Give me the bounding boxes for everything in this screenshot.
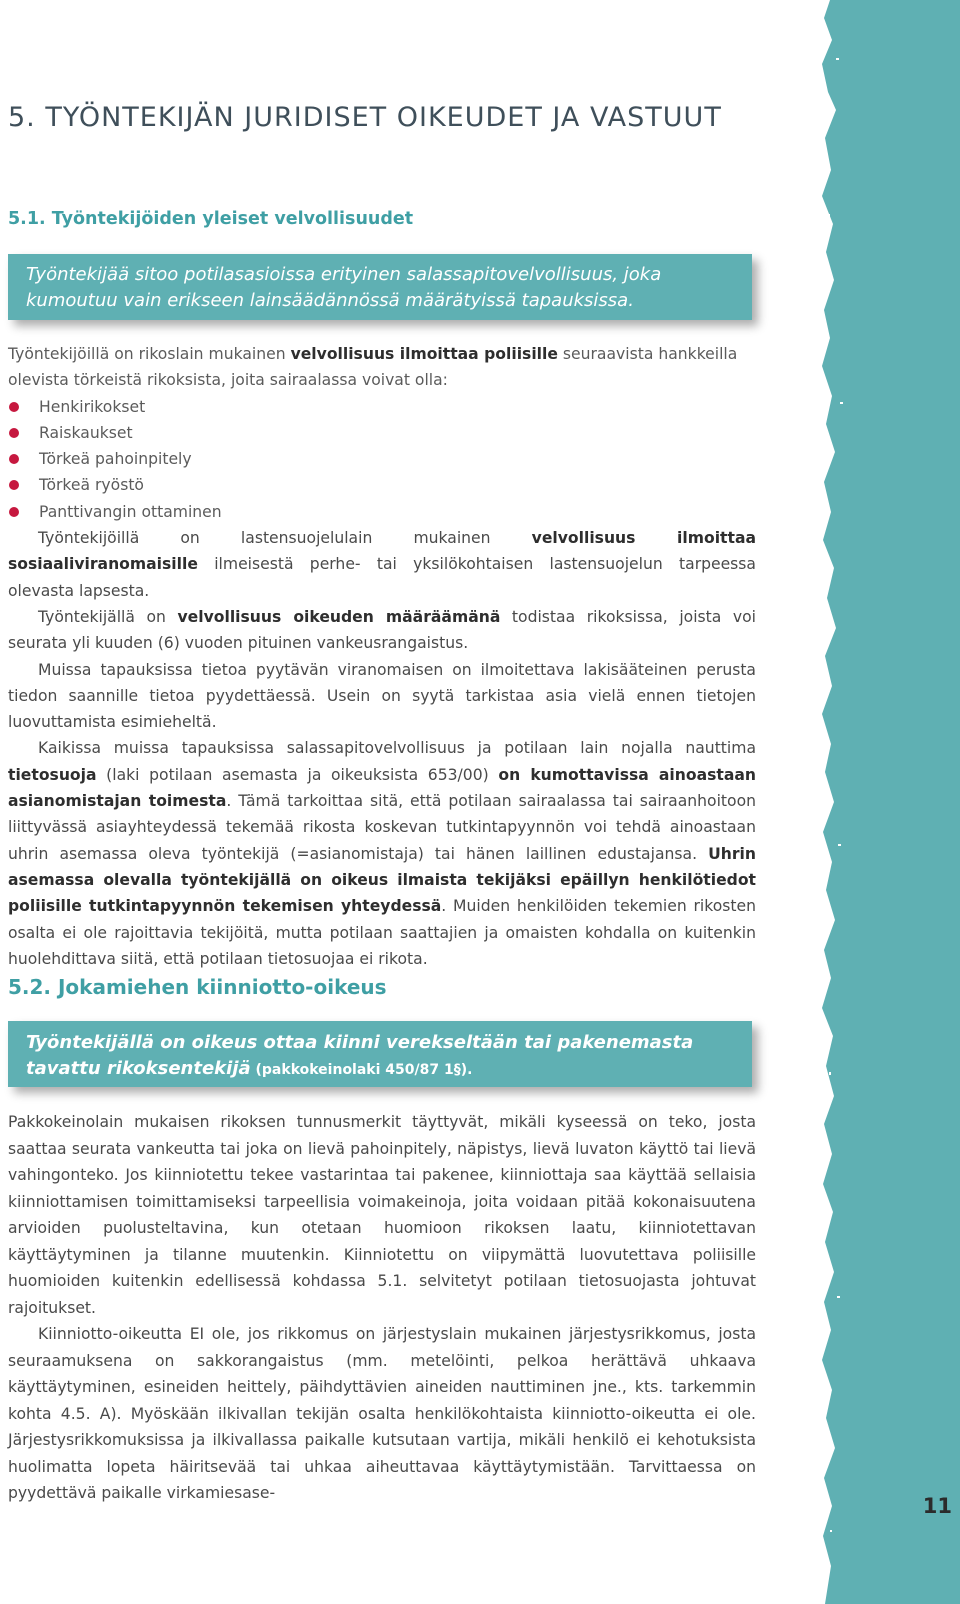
paragraph-no-arrest-right: Kiinniotto-oikeutta EI ole, jos rikkomus on järjestyslain mukainen järjestysrikkomus, josta seuraamuksena on sakkorangaistus (mm. metelöinti, pelkoa herättävä uhkaava käyttäytyminen, esineiden heittely, päihdyttävien aineiden nauttiminen jne., kts. tarkemmin kohta 4.5. A). Myöskään ilkivallan tekijän osalta henkilökohtaista kiinniotto-oikeutta ei ole. Järjestysrikkomuksissa ja ilkivallassa paikalle kutsutaan vartija, mikäli henkilö ei kehotuksista huolimatta lopeta häiritsevää tai uhkaa aiheuttavaa käyttäytymistään. Tarvittaessa on pyydettävä paikalle virkamiesase- [8,1325,756,1502]
bullet-dot-icon [9,480,19,490]
paragraph-testify: Työntekijällä on velvollisuus oikeuden määräämänä todistaa rikoksissa, joista voi seurata yli kuuden (6) vuoden pituinen vankeusrangaistus. [8,607,757,653]
list-item: Raiskaukset [8,420,756,446]
callout-text: Työntekijää sitoo potilasasioissa erityinen salassapitovelvollisuus, joka kumoutuu vain erikseen lainsäädännössä määrätyissä tapauksissa. [26,264,662,311]
section-title-5-1: 5.1. Työntekijöiden yleiset velvollisuudet [8,209,414,229]
section-2-body [8,1109,756,1507]
bullet-dot-icon [9,428,19,438]
callout-law-reference: (pakkokeinolaki 450/87 1§). [250,1062,473,1078]
decorative-brush-ribbon [822,0,960,1604]
emphasis-data-protection: tietosuoja [8,765,97,784]
emphasis-child-welfare: velvollisuus ilmoittaa sosiaaliviranomaisille [8,529,756,574]
list-item: Törkeä ryöstö [8,472,756,498]
callout-box-citizens-arrest [8,1021,752,1087]
paragraph-child-welfare: Työntekijöillä on lastensuojelulain mukainen velvollisuus ilmoittaa sosiaaliviranomaisille ilmeisestä perhe- tai yksilökohtaisen lastensuojelun tarpeessa olevasta lapsesta. [8,529,756,600]
paragraph-data-protection: Kaikissa muissa tapauksissa salassapitovelvollisuus ja potilaan lain nojalla nauttima tietosuoja (laki potilaan asemasta ja oikeuksista 653/00) on kumottavissa ainoastaan asianomistajan toimesta. Tämä tarkoittaa sitä, että potilaan sairaalassa tai sairaanhoitoon liittyvässä asiayhteydessä tekemää rikosta koskevan tutkintapyynnön voi tehdä ainoastaan uhrin asemassa oleva työntekijä (=asianomistaja) tai hänen laillinen edustajansa. Uhrin asemassa olevalla työntekijällä on oikeus ilmaista tekijäksi epäillyn henkilötiedot poliisille tutkintapyynnön tekemisen yhteydessä. Muiden henkilöiden tekemien rikosten osalta ei ole rajoittavia tekijöitä, mutta potilaan saattajien ja omaisten kohdalla on kuitenkin huolehdittava siitä, että potilaan tietosuojaa ei rikota. [8,739,756,968]
paragraph-police-duty: Työntekijöillä on rikoslain mukainen velvollisuus ilmoittaa poliisille seuraavista hankkeilla olevista törkeistä rikoksista, joita sairaalassa voivat olla: [8,345,738,390]
callout-text: Työntekijällä on oikeus ottaa kiinni verekseltään tai pakenemasta tavattu rikoksentekijä [26,1032,694,1079]
page-number: 11 [922,1494,952,1518]
bullet-dot-icon [9,454,19,464]
chapter-heading: 5. TYÖNTEKIJÄN JURIDISET OIKEUDET JA VASTUUT [8,102,722,133]
bullet-dot-icon [9,402,19,412]
list-item: Henkirikokset [8,394,756,420]
emphasis-police-duty: velvollisuus ilmoittaa poliisille [290,345,558,363]
paragraph-authority-request: Muissa tapauksissa tietoa pyytävän viranomaisen on ilmoitettava lakisääteinen perusta tiedon saannille tietoa pyydettäessä. Usein on syytä tarkistaa asia vielä ennen tietojen luovuttamista esimieheltä. [8,660,756,732]
crime-list [8,394,756,525]
emphasis-victim-right: Uhrin asemassa olevalla työntekijällä on oikeus ilmaista tekijäksi epäillyn henkilötiedot poliisille tutkintapyynnön tekemisen yhteydessä [8,844,756,916]
paragraph-coercive-measures: Pakkokeinolain mukaisen rikoksen tunnusmerkit täyttyvät, mikäli kyseessä on teko, josta saattaa seurata vankeutta tai joka on lievä pahoinpitely, näpistys, lievä luvaton käyttö tai lievä vahingonteko. Jos kiinniotettu tekee vastarintaa tai pakenee, kiinniottaja saa käyttää sellaisia kiinniottamisen toimittamiseksi tarpeellisia voimakeinoja, joita voidaan pitää kokonaisuutena arvioiden puolusteltavina, kun otetaan huomioon rikoksen laatu, kiinniotettavan käyttäytyminen ja tilanne muutenkin. Kiinniotettu on viipymättä luovutettava poliisille huomioiden kuitenkin edellisessä kohdassa 5.1. selvitetyt potilaan tietosuojasta johtuvat rajoitukset. [8,1113,756,1317]
bullet-dot-icon [9,507,19,517]
emphasis-complainant-only: on kumottavissa ainoastaan asianomistajan toimesta [8,765,756,811]
list-item: Törkeä pahoinpitely [8,446,756,472]
section-1-body [8,341,756,972]
section-title-5-2: 5.2. Jokamiehen kiinniotto-oikeus [8,975,387,999]
emphasis-testify: velvollisuus oikeuden määräämänä [177,607,501,626]
list-item: Panttivangin ottaminen [8,499,756,525]
callout-box-confidentiality [8,254,752,320]
